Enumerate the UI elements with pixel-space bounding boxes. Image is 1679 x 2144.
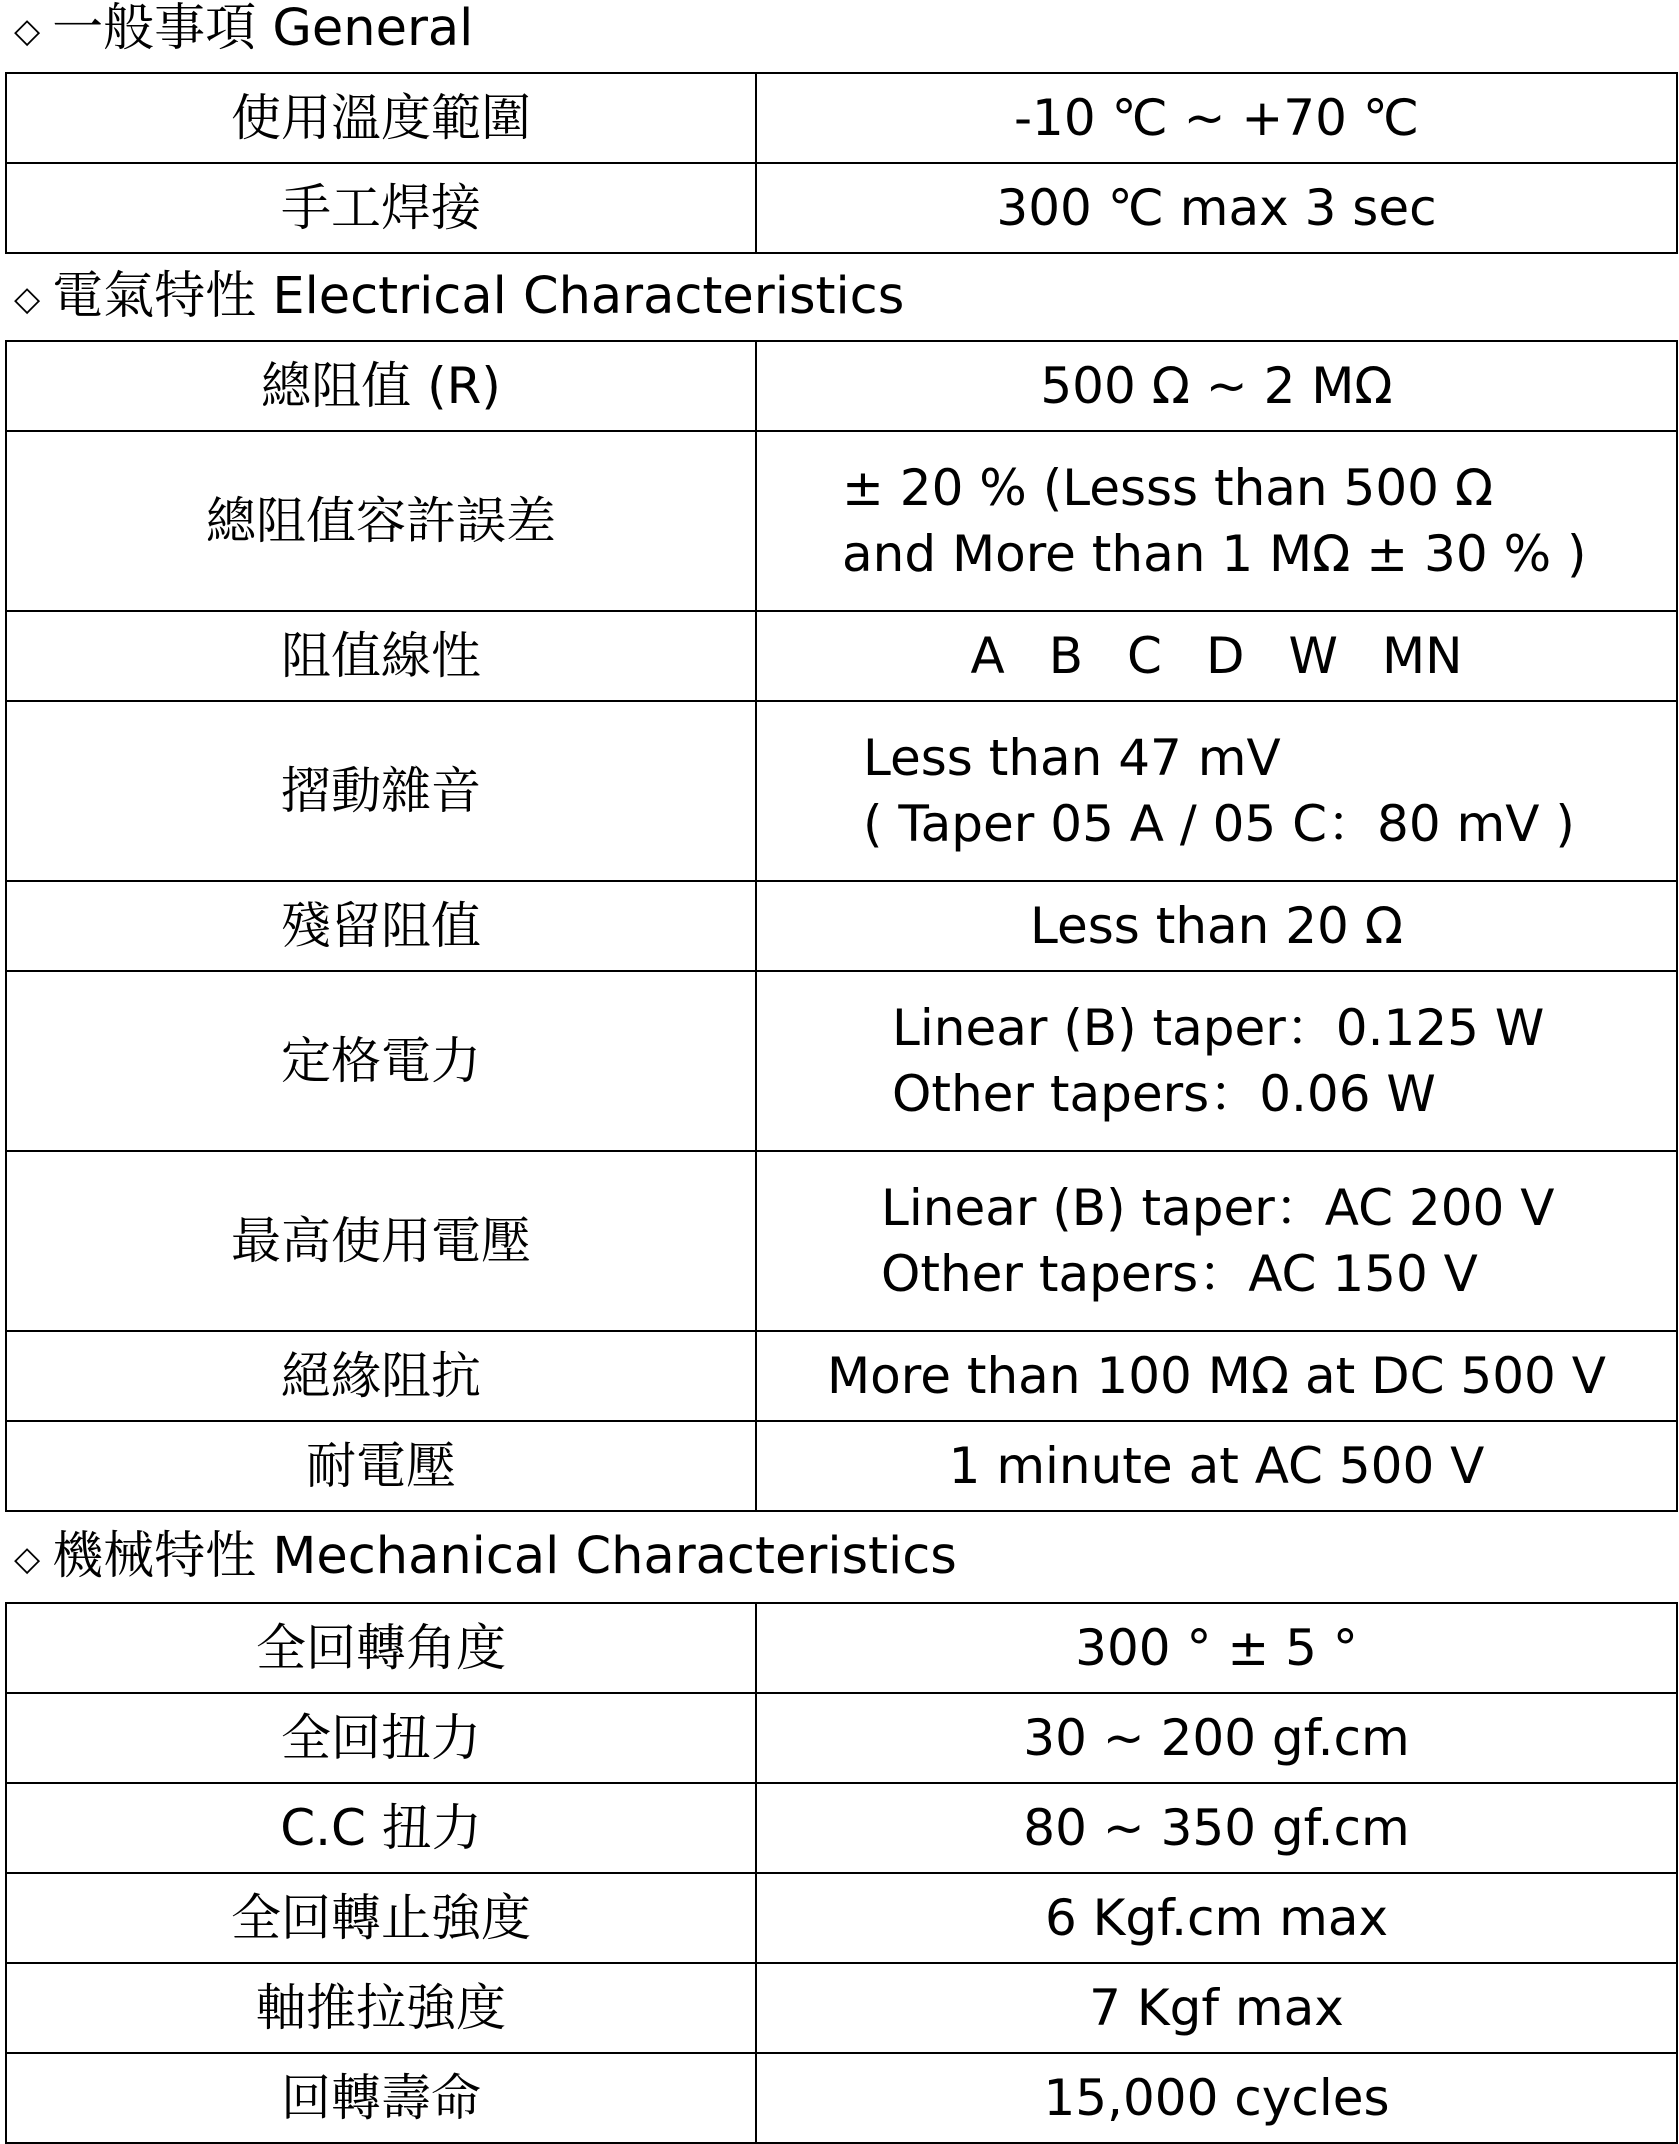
row-value: 6 Kgf.cm max <box>756 1873 1677 1963</box>
row-label: 殘留阻值 <box>6 881 756 971</box>
mechanical-table <box>5 1602 1678 2144</box>
taper-c: C <box>1127 627 1162 685</box>
table-row <box>6 1151 1677 1331</box>
table-row <box>6 971 1677 1151</box>
row-value: 1 minute at AC 500 V <box>756 1421 1677 1511</box>
row-label: 全回轉角度 <box>6 1603 756 1693</box>
table-row <box>6 1421 1677 1511</box>
table-row <box>6 881 1677 971</box>
taper-b: B <box>1048 627 1084 685</box>
taper-mn: MN <box>1381 627 1463 685</box>
row-value <box>756 1151 1677 1331</box>
row-value <box>756 701 1677 881</box>
table-row <box>6 1693 1677 1783</box>
section-title-general: 一般事項 General <box>52 0 474 58</box>
table-row <box>6 73 1677 163</box>
value-line: Less than 47 mV <box>863 729 1281 787</box>
row-value: 300 ℃ max 3 sec <box>756 163 1677 253</box>
table-row <box>6 1783 1677 1873</box>
row-value: More than 100 MΩ at DC 500 V <box>756 1331 1677 1421</box>
section-heading-general <box>14 0 473 62</box>
table-row <box>6 1331 1677 1421</box>
value-line: Other tapers：AC 150 V <box>881 1245 1478 1303</box>
row-value <box>756 971 1677 1151</box>
value-line: ( Taper 05 A / 05 C：80 mV ) <box>863 795 1575 853</box>
diamond-bullet-icon: ◇ <box>14 1539 41 1579</box>
value-line: ± 20 % (Lesss than 500 Ω <box>842 459 1494 517</box>
row-label: 摺動雜音 <box>6 701 756 881</box>
value-line: and More than 1 MΩ ± 30 % ) <box>842 525 1587 583</box>
row-label: 定格電力 <box>6 971 756 1151</box>
row-value: Less than 20 Ω <box>756 881 1677 971</box>
row-value: 15,000 cycles <box>756 2053 1677 2143</box>
row-label: 絕緣阻抗 <box>6 1331 756 1421</box>
row-label: 使用溫度範圍 <box>6 73 756 163</box>
value-line: Other tapers：0.06 W <box>892 1065 1436 1123</box>
diamond-bullet-icon: ◇ <box>14 11 41 51</box>
row-value: 7 Kgf max <box>756 1963 1677 2053</box>
table-row <box>6 701 1677 881</box>
taper-w: W <box>1288 627 1338 685</box>
row-label: 回轉壽命 <box>6 2053 756 2143</box>
row-value <box>756 431 1677 611</box>
table-row <box>6 2053 1677 2143</box>
row-label: 軸推拉強度 <box>6 1963 756 2053</box>
table-row <box>6 1963 1677 2053</box>
row-label: 最高使用電壓 <box>6 1151 756 1331</box>
table-row <box>6 431 1677 611</box>
diamond-bullet-icon: ◇ <box>14 279 41 319</box>
row-value: 30 ~ 200 gf.cm <box>756 1693 1677 1783</box>
electrical-table <box>5 340 1678 1512</box>
row-value: 300 ° ± 5 ° <box>756 1603 1677 1693</box>
section-heading-mechanical <box>14 1524 957 1590</box>
taper-list <box>756 611 1677 701</box>
table-row <box>6 1603 1677 1693</box>
row-value: 80 ~ 350 gf.cm <box>756 1783 1677 1873</box>
section-heading-electrical <box>14 264 904 330</box>
taper-a: A <box>970 627 1005 685</box>
row-label: 全回轉止強度 <box>6 1873 756 1963</box>
row-label: 耐電壓 <box>6 1421 756 1511</box>
general-table <box>5 72 1678 254</box>
row-value: 500 Ω ~ 2 MΩ <box>756 341 1677 431</box>
table-row <box>6 611 1677 701</box>
value-line: Linear (B) taper：0.125 W <box>892 999 1545 1057</box>
row-label: C.C 扭力 <box>6 1783 756 1873</box>
row-value: -10 ℃ ~ +70 ℃ <box>756 73 1677 163</box>
taper-d: D <box>1205 627 1245 685</box>
value-line: Linear (B) taper：AC 200 V <box>881 1179 1555 1237</box>
row-label: 總阻值 (R) <box>6 341 756 431</box>
table-row <box>6 1873 1677 1963</box>
section-title-electrical: 電氣特性 Electrical Characteristics <box>52 267 905 326</box>
row-label: 阻值線性 <box>6 611 756 701</box>
section-title-mechanical: 機械特性 Mechanical Characteristics <box>52 1527 957 1586</box>
row-label: 總阻值容許誤差 <box>6 431 756 611</box>
row-label: 全回扭力 <box>6 1693 756 1783</box>
table-row <box>6 163 1677 253</box>
row-label: 手工焊接 <box>6 163 756 253</box>
table-row <box>6 341 1677 431</box>
